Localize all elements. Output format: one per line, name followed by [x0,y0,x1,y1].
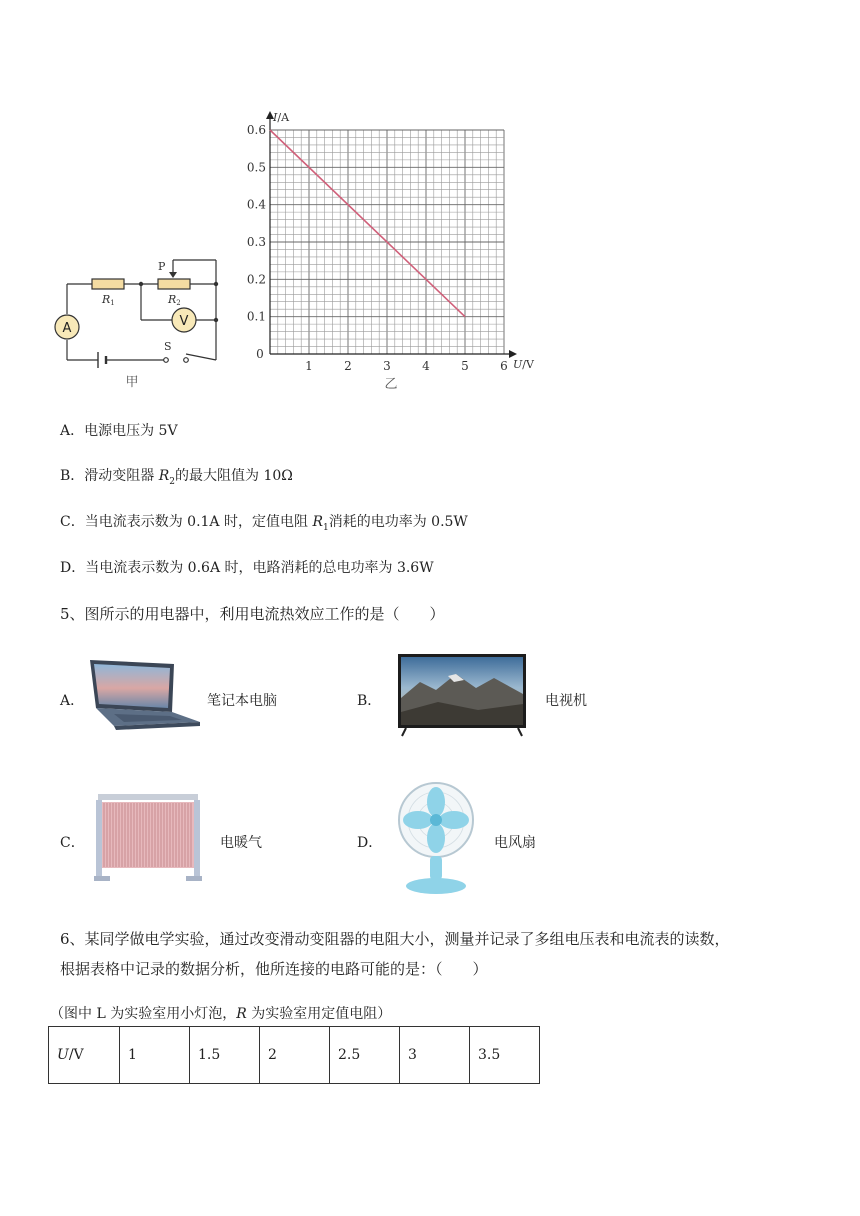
q6-stem-line2: 根据表格中记录的数据分析，他所连接的电路可能的是：（ ） [60,960,488,978]
q4-option-c-post: 消耗的电功率为 0.5W [328,514,468,530]
y-tick-label: 0.4 [246,197,266,212]
x-axis-arrow-icon [509,350,517,358]
q5-option-b-name: 电视机 [545,693,587,709]
q5-option-d-name: 电风扇 [494,835,536,851]
q6-note-post: 为实验室用定值电阻） [246,1006,392,1022]
r1-label: R1 [102,293,115,307]
x-tick-label: 2 [344,359,352,373]
q5-option-c-name: 电暖气 [220,835,262,851]
table-header-cell [49,1027,120,1084]
q4-option-b-var: R [158,468,170,484]
laptop-icon [84,656,204,732]
circuit-diagram [40,250,240,390]
q5-option-a-name: 笔记本电脑 [207,693,277,709]
q6-note-pre: （图中 L 为实验室用小灯泡， [50,1006,237,1022]
q5-option-a-letter[interactable]: A． [60,693,85,709]
switch-label: S [164,340,172,353]
q4-option-b-pre: B．滑动变阻器 [60,468,159,484]
tv-icon [398,654,526,738]
y-tick-label: 0.1 [246,309,266,324]
q4-option-c-var: R [312,514,323,530]
q5-option-b-letter[interactable]: B． [357,693,382,709]
slider-label: P [158,260,166,273]
data-table [48,1026,540,1084]
q6-stem-line1: 6、某同学做电学实验，通过改变滑动变阻器的电阻大小，测量并记录了多组电压表和电流表的读数， [60,930,730,948]
table-header-var: U [57,1047,69,1063]
q4-option-c[interactable] [60,511,468,533]
table-cell: 3 [400,1027,470,1084]
q4-option-b-post: 的最大阻值为 10Ω [175,468,293,484]
voltmeter-label: V [179,314,189,329]
iu-line [270,130,465,317]
table-cell: 2 [260,1027,330,1084]
graph-caption: 乙 [384,377,398,392]
x-tick-label: 5 [461,359,469,373]
x-tick-label: 4 [422,359,430,373]
x-tick-label: 3 [383,359,391,373]
q6-note-var: R [236,1006,247,1022]
q4-option-c-sub: 1 [322,522,329,533]
q4-option-a-text: A．电源电压为 5V [60,423,178,439]
y-tick-label: 0.6 [246,123,266,137]
table-cell: 1.5 [190,1027,260,1084]
q4-option-b[interactable] [60,465,293,487]
q5-option-d-letter[interactable]: D． [357,835,383,851]
resistor-r2 [158,279,190,289]
table-cell: 3.5 [470,1027,540,1084]
table-cell: 2.5 [330,1027,400,1084]
circuit-caption: 甲 [125,375,139,390]
y-tick-label: 0.5 [246,160,266,175]
q5-option-c-letter[interactable]: C． [60,835,85,851]
x-tick-label: 6 [500,359,508,373]
table-header-unit: /V [68,1047,84,1063]
q5-stem: 5、图所示的用电器中，利用电流热效应工作的是（ ） [60,605,445,623]
y-tick-label: 0.2 [246,272,266,287]
table-row [49,1027,540,1084]
resistor-r1 [92,279,124,289]
q6-note [50,1003,391,1023]
x-tick-label: 1 [305,359,313,373]
q4-option-a[interactable] [60,420,178,440]
y-tick-label: 0.3 [246,235,266,249]
iu-graph [238,108,548,398]
fan-icon [392,780,480,896]
slider-arrow-icon [169,272,177,278]
origin-label: 0 [256,347,264,361]
q4-option-d-text: D．当电流表示数为 0.6A 时，电路消耗的总电功率为 3.6W [60,560,434,576]
q4-option-c-pre: C．当电流表示数为 0.1A 时，定值电阻 [60,514,313,530]
q4-option-b-sub: 2 [169,476,176,487]
r2-label: R2 [168,293,181,307]
ammeter-label: A [62,321,72,336]
x-axis-label: U/V [513,358,534,371]
q4-option-d[interactable] [60,557,434,577]
heater-icon [92,792,204,884]
table-cell: 1 [120,1027,190,1084]
y-axis-label: I/A [273,111,290,124]
